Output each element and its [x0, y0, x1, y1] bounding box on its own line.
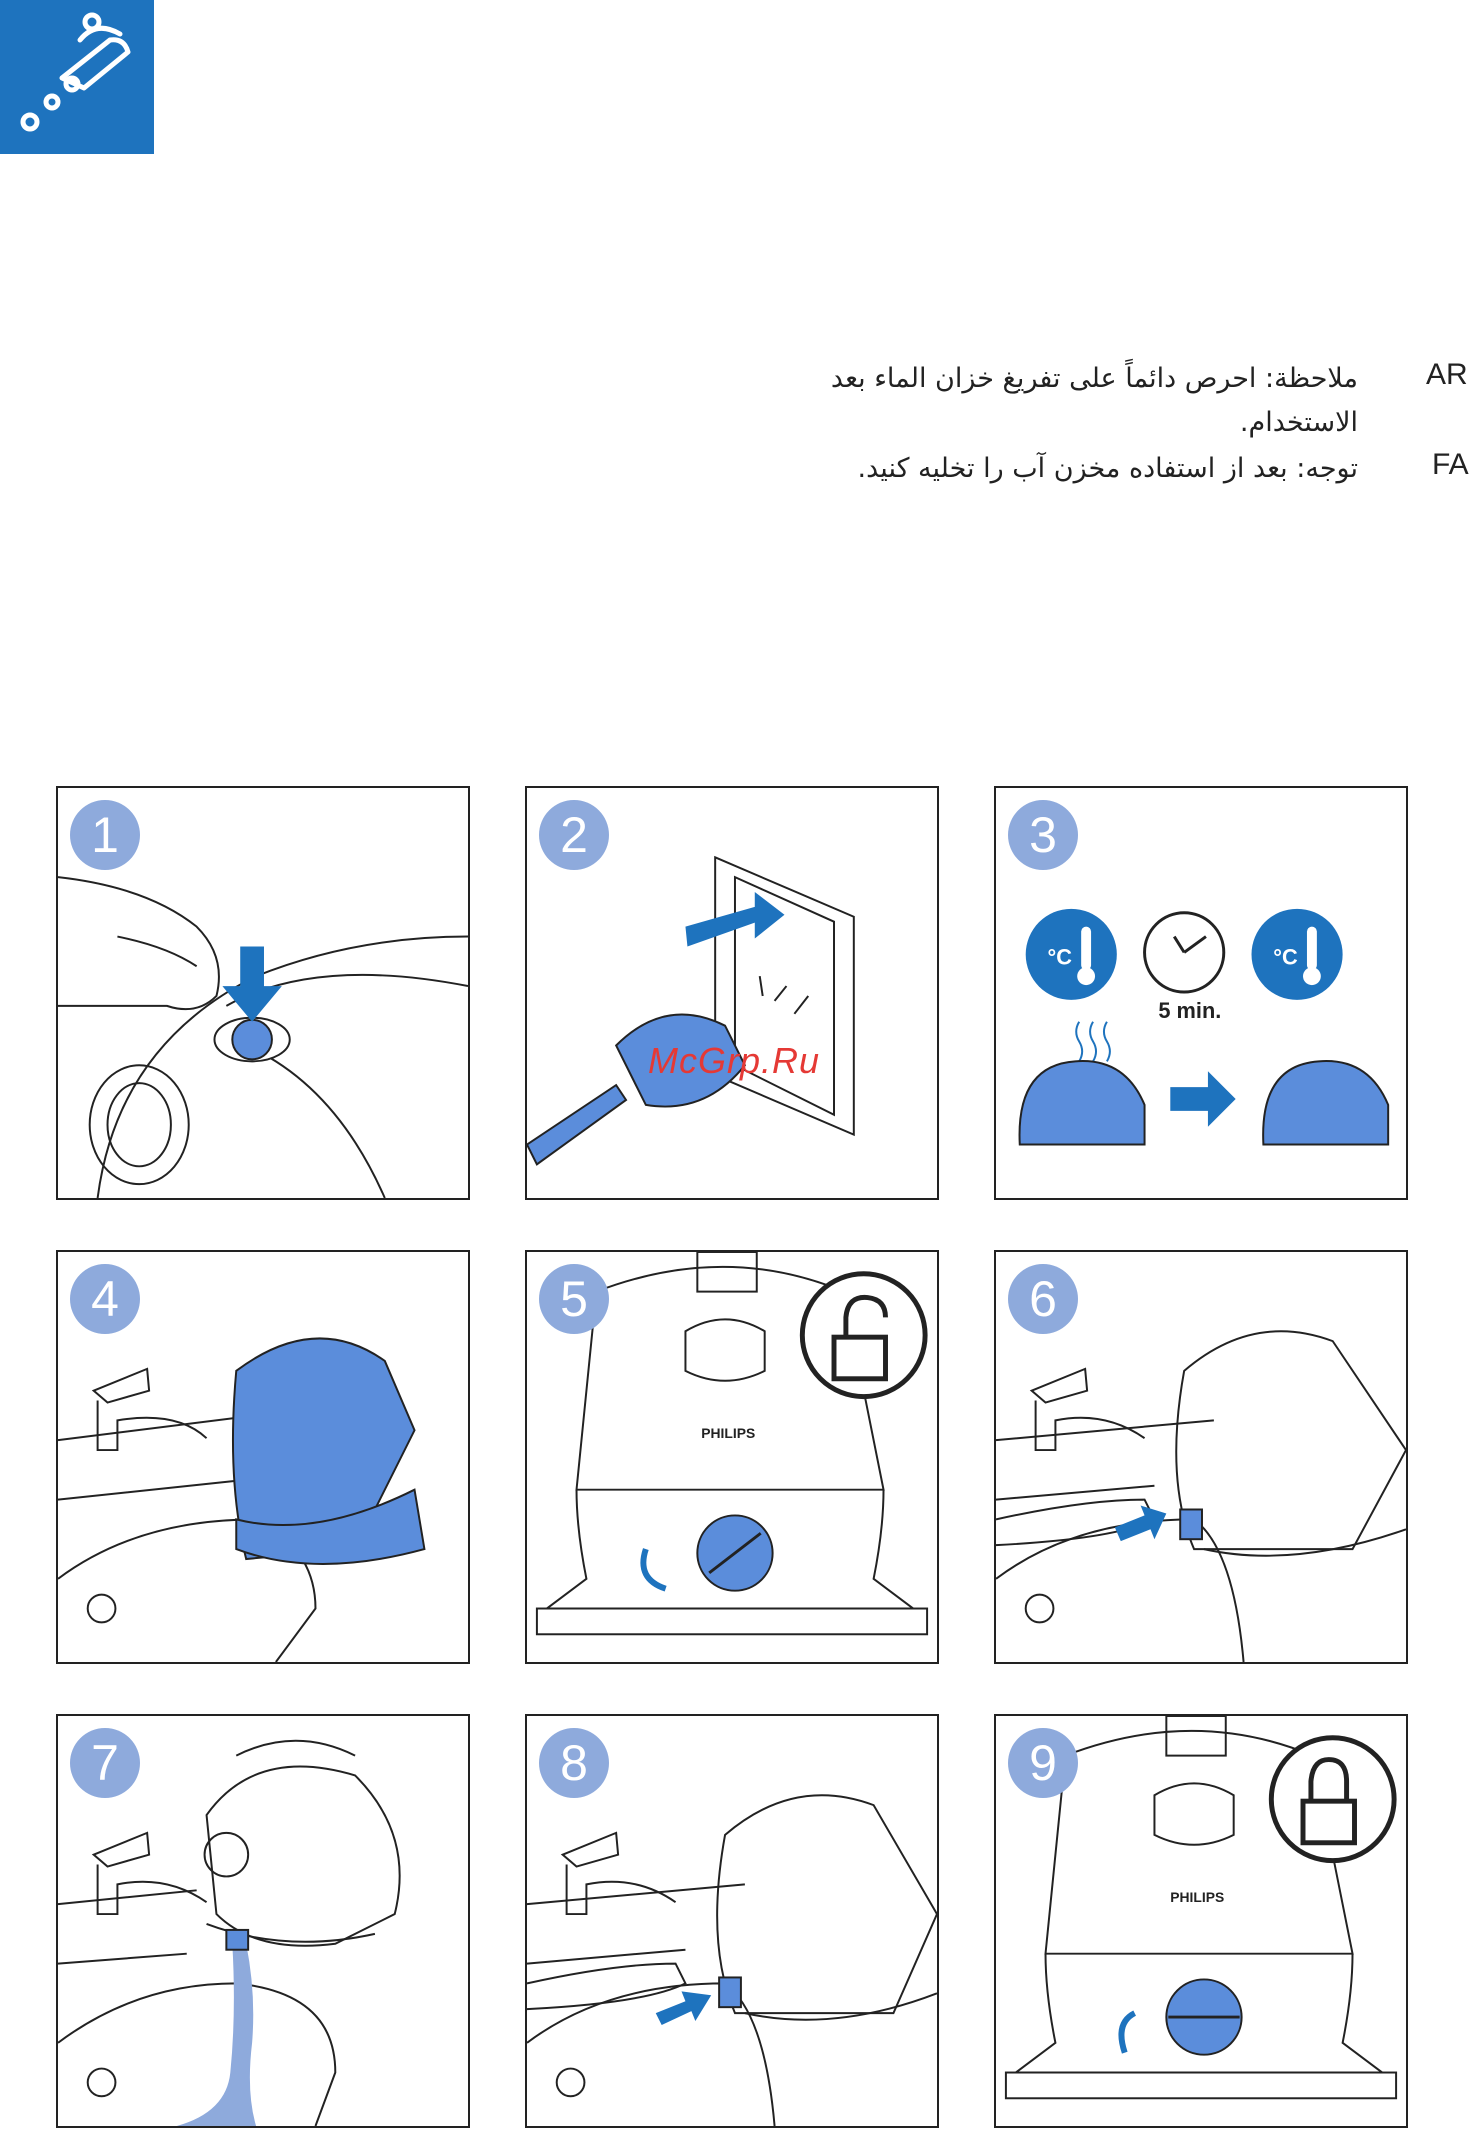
- note-ar-line2: الاستخدام.: [1239, 407, 1358, 438]
- step-number: 8: [539, 1728, 609, 1798]
- lang-code-ar: AR: [1426, 358, 1468, 391]
- step-panel-3: [994, 786, 1408, 1200]
- lang-code-fa: FA: [1432, 448, 1469, 481]
- step-panel-1: [56, 786, 470, 1200]
- temp-unit-1: °C: [1047, 944, 1072, 970]
- step-number: 2: [539, 800, 609, 870]
- step-number: 4: [70, 1264, 140, 1334]
- steam-iron-descale-icon: [0, 0, 154, 154]
- step-panel-8: [525, 1714, 939, 2128]
- watermark: McGrp.Ru: [648, 1040, 821, 1081]
- brand-label: PHILIPS: [701, 1425, 756, 1442]
- step-panel-6: [994, 1250, 1408, 1664]
- step-number: 6: [1008, 1264, 1078, 1334]
- timer-label: 5 min.: [1158, 997, 1222, 1023]
- step-panel-9: [994, 1714, 1408, 2128]
- temp-unit-2: °C: [1273, 944, 1298, 970]
- brand-label: PHILIPS: [1170, 1889, 1225, 1906]
- note-fa: توجه: بعد از استفاده مخزن آب را تخلیه کنید.: [857, 453, 1358, 484]
- step-panel-4: [56, 1250, 470, 1664]
- step-number: 5: [539, 1264, 609, 1334]
- step-number: 9: [1008, 1728, 1078, 1798]
- step-number: 1: [70, 800, 140, 870]
- header-icon: [0, 0, 154, 154]
- step-number: 3: [1008, 800, 1078, 870]
- step-panel-5: [525, 1250, 939, 1664]
- step-panel-2: [525, 786, 939, 1200]
- step-number: 7: [70, 1728, 140, 1798]
- step-panel-7: [56, 1714, 470, 2128]
- note-ar-line1: ملاحظة: احرص دائماً على تفريغ خزان الماء بعد: [830, 363, 1358, 394]
